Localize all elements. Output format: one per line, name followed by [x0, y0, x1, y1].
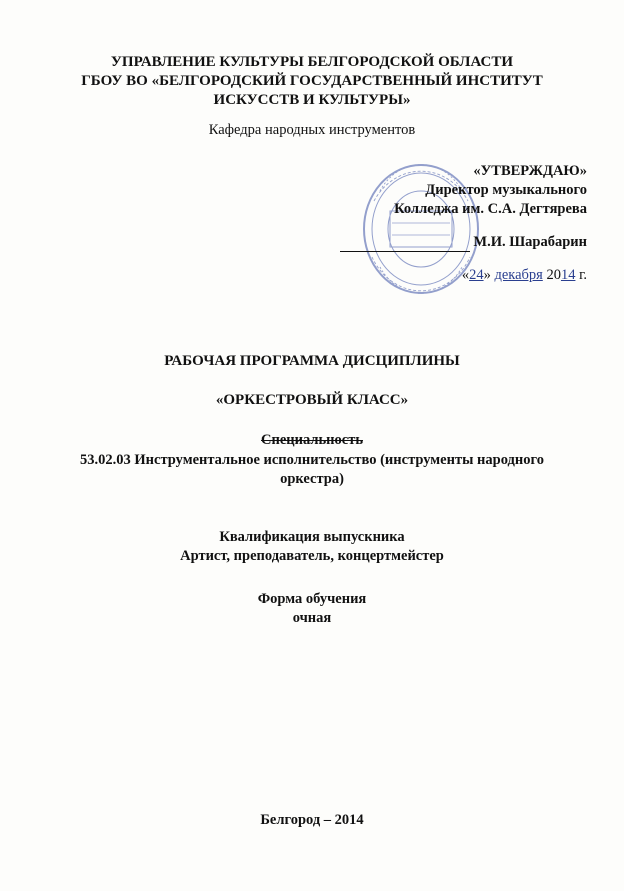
- program-title: РАБОЧАЯ ПРОГРАММА ДИСЦИПЛИНЫ: [164, 353, 460, 369]
- signature-line: [340, 233, 587, 252]
- discipline-name: «ОРКЕСТРОВЫЙ КЛАСС»: [215, 392, 409, 408]
- specialty-value: [0, 451, 624, 489]
- approval-title: «УТВЕРЖДАЮ»: [473, 163, 587, 179]
- approval-position-1: Директор музыкального: [425, 182, 587, 198]
- study-form-label: Форма обучения: [257, 591, 367, 607]
- city-year-footer: Белгород – 2014: [260, 812, 364, 828]
- signatory-name: М.И. Шарабарин: [473, 234, 587, 250]
- approval-block: [340, 162, 587, 285]
- approval-position-2: Колледжа им. С.А. Дегтярева: [394, 201, 587, 217]
- department-name: Кафедра народных инструментов: [208, 122, 416, 138]
- header-line-3: ИСКУССТВ И КУЛЬТУРЫ»: [213, 92, 411, 108]
- approval-date: [340, 266, 587, 285]
- date-year-suffix: 14: [560, 267, 576, 283]
- date-year-prefix: 20: [546, 267, 561, 283]
- study-form-block: [0, 590, 624, 628]
- date-quote-close: »: [483, 267, 491, 283]
- qualification-value: Артист, преподаватель, концертмейстер: [180, 548, 444, 564]
- header-line-1: УПРАВЛЕНИЕ КУЛЬТУРЫ БЕЛГОРОДСКОЙ ОБЛАСТИ: [110, 54, 514, 70]
- organization-header: [0, 53, 624, 110]
- date-year-abbr: г.: [579, 267, 587, 283]
- study-form-value: очная: [292, 610, 332, 626]
- qualification-block: [0, 528, 624, 566]
- date-day: 24: [469, 267, 484, 283]
- qualification-label: Квалификация выпускника: [219, 529, 405, 545]
- signature-underline: [340, 237, 470, 252]
- date-quote-open: «: [461, 267, 470, 283]
- header-line-2: ГБОУ ВО «БЕЛГОРОДСКИЙ ГОСУДАРСТВЕННЫЙ ИНСТИТУТ: [81, 73, 543, 89]
- specialty-value-line-1: 53.02.03 Инструментальное исполнительство (инструменты народного: [80, 452, 544, 468]
- date-month: декабря: [494, 267, 543, 283]
- specialty-label: Специальность: [261, 432, 363, 448]
- specialty-value-line-2: оркестра): [280, 471, 344, 487]
